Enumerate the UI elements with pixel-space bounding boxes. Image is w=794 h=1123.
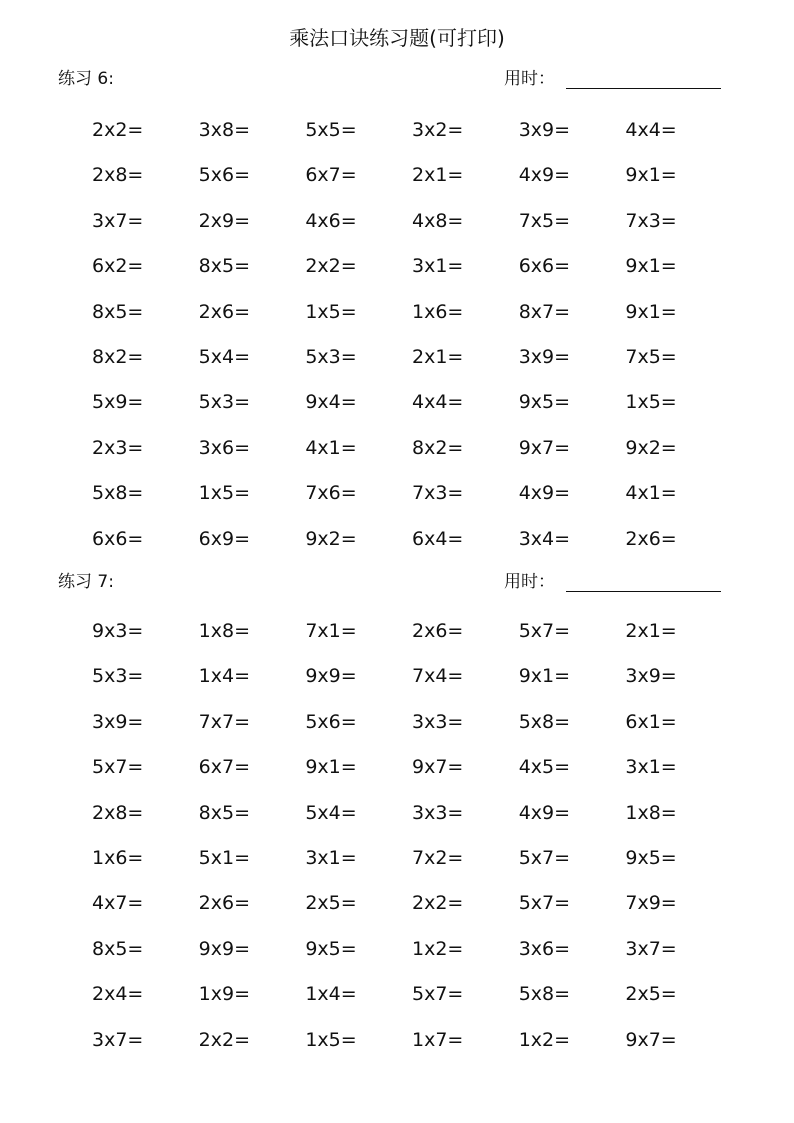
problem-cell: 4x4= [625, 119, 677, 141]
problem-cell: 9x1= [625, 164, 677, 187]
problem-row [92, 345, 732, 390]
problem-cell: 5x4= [198, 345, 251, 368]
problem-cell: 5x9= [92, 391, 144, 414]
problem-cell: 1x5= [198, 482, 251, 505]
problem-cell: 1x5= [625, 391, 677, 414]
problem-row [92, 982, 732, 1027]
problem-cell: 4x9= [518, 164, 571, 187]
problem-cell: 6x6= [518, 255, 571, 278]
problem-cell: 9x2= [305, 527, 357, 550]
problem-cell: 2x2= [92, 119, 144, 141]
problem-cell: 5x7= [518, 846, 571, 869]
problem-cell: 9x2= [625, 436, 677, 459]
problem-row [92, 801, 732, 846]
problem-row [92, 209, 732, 254]
problem-grid-7 [92, 619, 732, 1073]
problem-cell: 2x2= [198, 1028, 251, 1051]
problem-row [92, 710, 732, 755]
problem-cell: 5x8= [518, 983, 571, 1006]
problem-cell: 5x8= [518, 710, 571, 733]
problem-cell: 4x7= [92, 892, 144, 915]
time-label: 用时： [504, 69, 555, 89]
problem-cell: 4x9= [518, 482, 571, 505]
problem-cell: 3x9= [92, 710, 144, 733]
problem-row [92, 163, 732, 208]
problem-cell: 8x7= [518, 300, 571, 323]
problem-cell: 9x7= [412, 756, 464, 779]
problem-cell: 8x5= [92, 300, 144, 323]
problem-cell: 1x4= [305, 983, 357, 1006]
problem-cell: 3x1= [625, 756, 677, 779]
problem-row [92, 390, 732, 435]
problem-row [92, 755, 732, 800]
problem-cell: 4x5= [518, 756, 571, 779]
problem-cell: 9x1= [305, 756, 357, 779]
problem-cell: 7x4= [412, 665, 464, 688]
problem-cell: 7x9= [625, 892, 677, 915]
problem-cell: 5x7= [518, 620, 571, 642]
problem-cell: 2x1= [625, 620, 677, 642]
section-label: 练习 6: [58, 69, 114, 89]
time-label: 用时： [504, 572, 555, 592]
problem-cell: 1x6= [412, 300, 464, 323]
problem-cell: 7x3= [412, 482, 464, 505]
problem-cell: 7x5= [625, 345, 677, 368]
problem-cell: 3x4= [518, 527, 571, 550]
problem-row [92, 300, 732, 345]
problem-cell: 4x1= [625, 482, 677, 505]
problem-cell: 6x7= [305, 164, 357, 187]
problem-cell: 2x5= [625, 983, 677, 1006]
problem-cell: 2x6= [625, 527, 677, 550]
problem-cell: 5x4= [305, 801, 357, 824]
problem-cell: 9x4= [305, 391, 357, 414]
problem-cell: 1x8= [625, 801, 677, 824]
problem-cell: 2x8= [92, 164, 144, 187]
problem-cell: 8x5= [198, 255, 251, 278]
problem-cell: 8x2= [92, 345, 144, 368]
problem-cell: 9x1= [518, 665, 571, 688]
problem-cell: 1x5= [305, 300, 357, 323]
problem-cell: 5x5= [305, 119, 357, 141]
problem-cell: 2x6= [198, 300, 251, 323]
problem-cell: 2x9= [198, 209, 251, 232]
section-header-7 [58, 571, 722, 595]
problem-row [92, 937, 732, 982]
problem-cell: 3x3= [412, 710, 464, 733]
problem-row [92, 619, 732, 664]
problem-cell: 7x1= [305, 620, 357, 642]
problem-row [92, 481, 732, 526]
problem-cell: 2x2= [412, 892, 464, 915]
problem-cell: 4x4= [412, 391, 464, 414]
problem-cell: 2x6= [198, 892, 251, 915]
problem-cell: 2x4= [92, 983, 144, 1006]
problem-row [92, 846, 732, 891]
problem-row [92, 1028, 732, 1073]
problem-cell: 3x3= [412, 801, 464, 824]
problem-cell: 5x7= [518, 892, 571, 915]
problem-cell: 2x1= [412, 345, 464, 368]
problem-cell: 9x7= [518, 436, 571, 459]
problem-cell: 4x6= [305, 209, 357, 232]
problem-cell: 4x9= [518, 801, 571, 824]
page-title: 乘法口诀练习题(可打印) [289, 26, 505, 50]
problem-cell: 9x1= [625, 255, 677, 278]
problem-row [92, 118, 732, 163]
problem-row [92, 891, 732, 936]
problem-cell: 2x1= [412, 164, 464, 187]
problem-row [92, 664, 732, 709]
problem-cell: 1x8= [198, 620, 251, 642]
problem-cell: 3x2= [412, 119, 464, 141]
problem-cell: 6x1= [625, 710, 677, 733]
problem-cell: 9x5= [305, 937, 357, 960]
problem-cell: 1x7= [412, 1028, 464, 1051]
problem-cell: 3x1= [412, 255, 464, 278]
problem-cell: 2x6= [412, 620, 464, 642]
problem-cell: 7x6= [305, 482, 357, 505]
problem-row [92, 254, 732, 299]
problem-cell: 1x2= [412, 937, 464, 960]
problem-cell: 5x3= [198, 391, 251, 414]
problem-cell: 6x9= [198, 527, 251, 550]
problem-cell: 5x6= [198, 164, 251, 187]
problem-cell: 3x9= [518, 345, 571, 368]
problem-cell: 2x3= [92, 436, 144, 459]
problem-cell: 3x6= [518, 937, 571, 960]
problem-cell: 6x2= [92, 255, 144, 278]
section-label: 练习 7: [58, 572, 114, 592]
problem-cell: 8x5= [198, 801, 251, 824]
problem-row [92, 436, 732, 481]
problem-cell: 1x6= [92, 846, 144, 869]
problem-cell: 2x8= [92, 801, 144, 824]
problem-cell: 4x8= [412, 209, 464, 232]
problem-cell: 2x2= [305, 255, 357, 278]
problem-row [92, 527, 732, 572]
problem-cell: 3x1= [305, 846, 357, 869]
problem-cell: 5x7= [412, 983, 464, 1006]
problem-cell: 8x5= [92, 937, 144, 960]
problem-cell: 6x6= [92, 527, 144, 550]
problem-cell: 2x5= [305, 892, 357, 915]
problem-cell: 1x5= [305, 1028, 357, 1051]
problem-cell: 5x6= [305, 710, 357, 733]
problem-cell: 3x6= [198, 436, 251, 459]
time-answer-line [566, 88, 721, 89]
problem-cell: 9x3= [92, 620, 144, 642]
problem-cell: 7x2= [412, 846, 464, 869]
problem-cell: 6x7= [198, 756, 251, 779]
section-header-6 [58, 68, 722, 92]
problem-cell: 9x5= [518, 391, 571, 414]
problem-cell: 1x4= [198, 665, 251, 688]
problem-cell: 9x9= [305, 665, 357, 688]
problem-cell: 9x1= [625, 300, 677, 323]
problem-cell: 7x3= [625, 209, 677, 232]
problem-cell: 5x3= [92, 665, 144, 688]
problem-cell: 9x5= [625, 846, 677, 869]
problem-cell: 6x4= [412, 527, 464, 550]
problem-cell: 9x7= [625, 1028, 677, 1051]
problem-cell: 3x7= [92, 209, 144, 232]
problem-cell: 5x1= [198, 846, 251, 869]
problem-cell: 9x9= [198, 937, 251, 960]
problem-cell: 7x7= [198, 710, 251, 733]
problem-cell: 3x9= [625, 665, 677, 688]
problem-cell: 7x5= [518, 209, 571, 232]
problem-cell: 3x9= [518, 119, 571, 141]
problem-cell: 3x8= [198, 119, 251, 141]
problem-cell: 8x2= [412, 436, 464, 459]
problem-cell: 4x1= [305, 436, 357, 459]
problem-cell: 5x3= [305, 345, 357, 368]
time-answer-line [566, 591, 721, 592]
problem-cell: 3x7= [625, 937, 677, 960]
problem-grid-6 [92, 118, 732, 572]
problem-cell: 5x8= [92, 482, 144, 505]
problem-cell: 1x9= [198, 983, 251, 1006]
problem-cell: 3x7= [92, 1028, 144, 1051]
problem-cell: 1x2= [518, 1028, 571, 1051]
problem-cell: 5x7= [92, 756, 144, 779]
